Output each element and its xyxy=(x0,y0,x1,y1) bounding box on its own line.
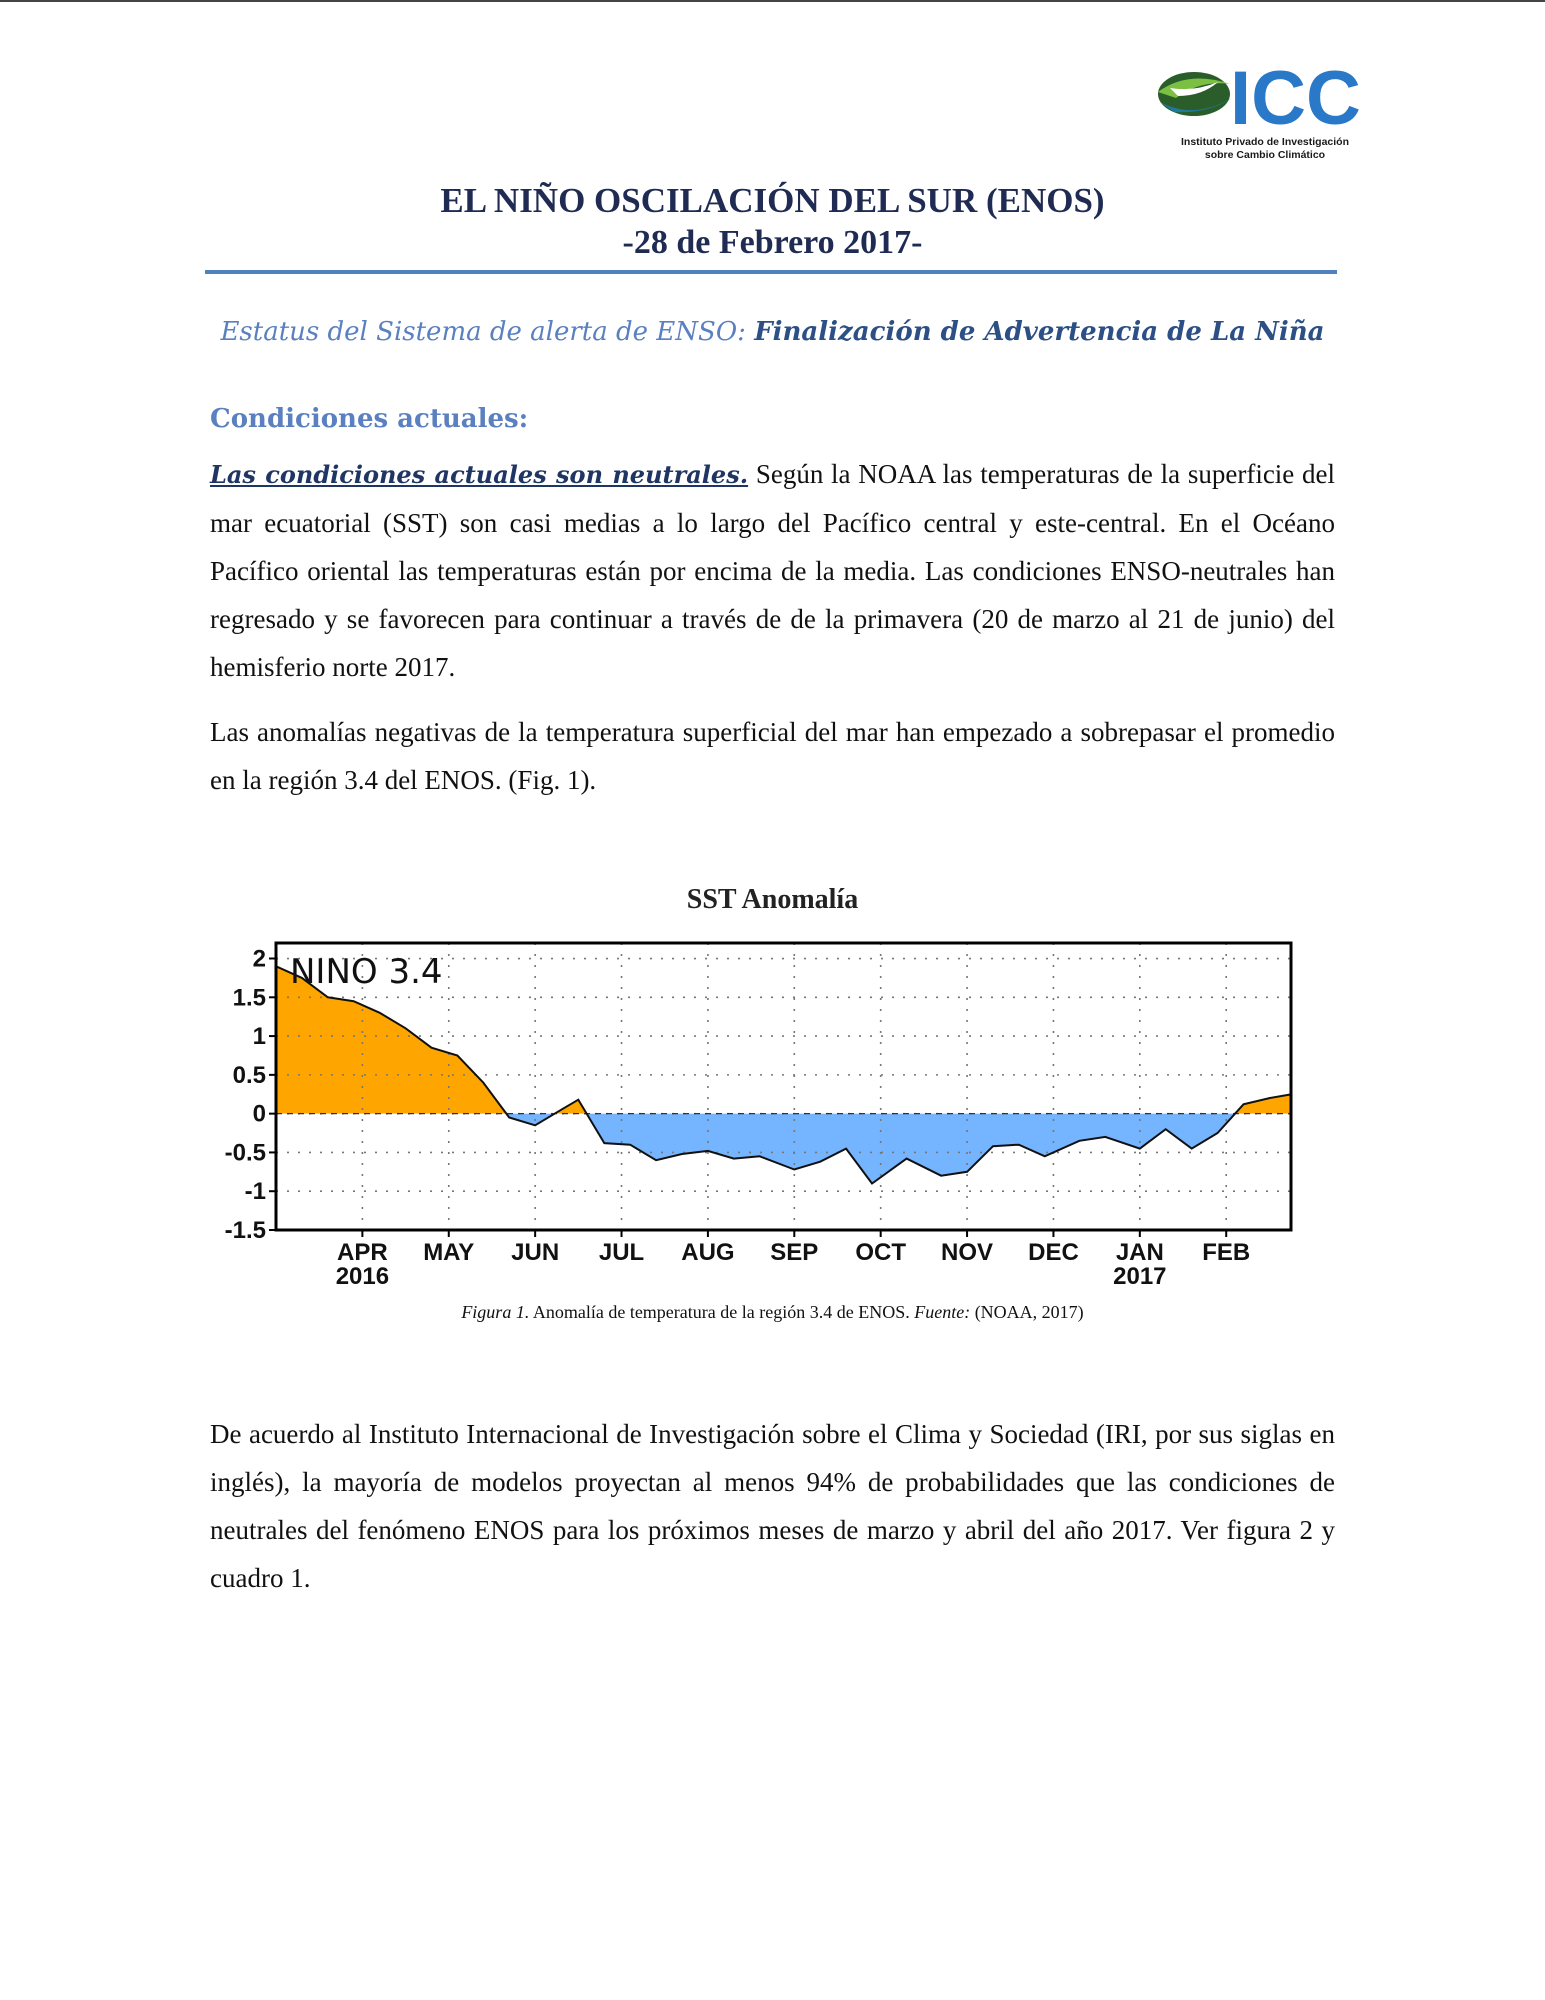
figure-caption xyxy=(0,1302,1545,1323)
y-tick-label: -1.5 xyxy=(224,1217,266,1244)
logo-tagline xyxy=(1150,136,1380,162)
page-top-border xyxy=(0,0,1545,2)
x-year-label: 2017 xyxy=(1113,1263,1167,1290)
nino-region-label: NINO 3.4 xyxy=(290,952,443,992)
paragraph-1-text: Según la NOAA las temperaturas de la superficie del mar ecuatorial (SST) son casi medias a lo largo del Pacífico central y este-central. En el Océano Pacífico oriental las temperaturas están por encima de la media. Las condiciones ENSO-neutrales han regresado y se favorecen para continuar a través de de la primavera (20 de marzo al 21 de junio) del hemisferio norte 2017. xyxy=(210,459,1336,682)
sst-anomaly-chart xyxy=(200,930,1320,1300)
x-tick-label: JUN xyxy=(511,1239,560,1266)
x-tick-label: FEB xyxy=(1202,1239,1251,1266)
logo-brand: ICC xyxy=(1230,62,1361,141)
logo-tagline-line2: sobre Cambio Climático xyxy=(1204,149,1326,161)
x-tick-label: SEP xyxy=(770,1239,819,1266)
page-title: EL NIÑO OSCILACIÓN DEL SUR (ENOS) xyxy=(440,181,1105,220)
page-date: -28 de Febrero 2017- xyxy=(622,224,923,261)
section-heading: Condiciones actuales: xyxy=(210,404,529,434)
caption-label: Figura 1. xyxy=(461,1302,530,1322)
y-tick-label: 0.5 xyxy=(232,1061,266,1089)
x-tick-label: APR xyxy=(337,1239,388,1266)
x-tick-label: JUL xyxy=(598,1239,645,1266)
y-tick-label: -1 xyxy=(244,1178,266,1206)
enso-status-line xyxy=(0,314,1545,350)
paragraph-anomalies: Las anomalías negativas de la temperatura superficial del mar han empezado a sobrepasar el promedio en la región 3.4 del ENOS. (Fig. 1). xyxy=(210,717,1335,795)
caption-text: Anomalía de temperatura de la región 3.4 de ENOS. xyxy=(532,1302,910,1322)
paragraph-current-conditions xyxy=(210,450,1335,691)
paragraph-iri-forecast: De acuerdo al Instituto Internacional de Investigación sobre el Clima y Sociedad (IRI, por sus siglas en inglés), la mayoría de modelos proyectan al menos 94% de probabilidades que las condiciones de neutrales del fenómeno ENOS para los próximos meses de marzo y abril del año 2017. Ver figura 2 y cuadro 1. xyxy=(210,1419,1335,1593)
caption-source-label: Fuente: xyxy=(914,1302,971,1322)
x-tick-label: AUG xyxy=(681,1239,735,1266)
x-tick-label: JAN xyxy=(1115,1239,1164,1266)
status-label: Estatus del Sistema de alerta de ENSO: xyxy=(220,317,746,347)
y-tick-label: 1 xyxy=(252,1023,266,1051)
x-tick-label: MAY xyxy=(423,1239,475,1266)
x-tick-label: DEC xyxy=(1028,1239,1079,1266)
y-tick-label: 1.5 xyxy=(232,984,266,1012)
y-tick-label: 2 xyxy=(252,945,266,973)
status-value: Finalización de Advertencia de La Niña xyxy=(754,317,1325,347)
title-divider xyxy=(205,270,1337,274)
y-tick-label: 0 xyxy=(252,1100,266,1128)
chart-title: SST Anomalía xyxy=(686,884,859,915)
y-tick-label: -0.5 xyxy=(224,1139,266,1167)
caption-source: (NOAA, 2017) xyxy=(974,1302,1084,1322)
x-tick-label: NOV xyxy=(941,1239,994,1266)
lead-statement: Las condiciones actuales son neutrales. xyxy=(210,460,749,489)
x-year-label: 2016 xyxy=(335,1263,390,1290)
logo-tagline-line1: Instituto Privado de Investigación xyxy=(1180,136,1350,148)
x-tick-label: OCT xyxy=(855,1239,907,1266)
